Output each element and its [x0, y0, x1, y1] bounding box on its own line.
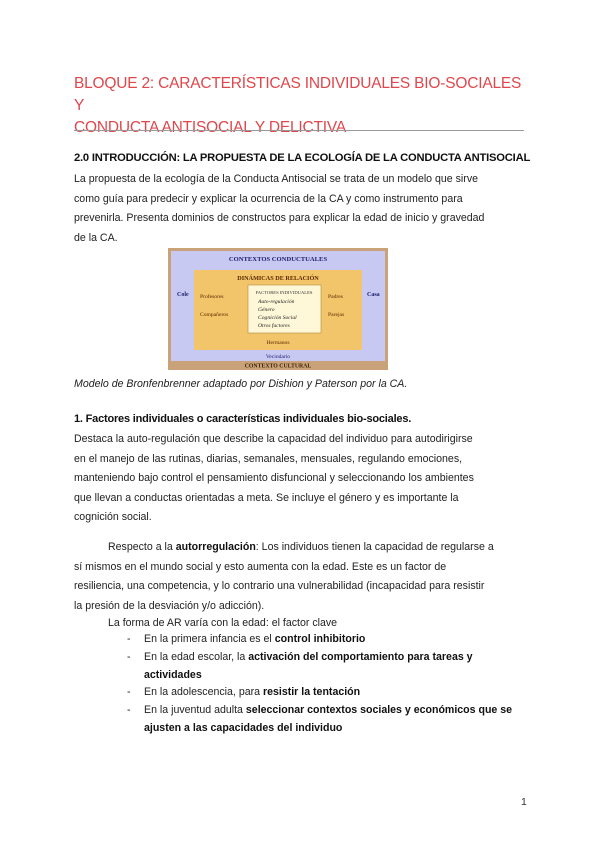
factores-individuales-label: FACTORES INDIVIDUALES	[255, 290, 313, 295]
list-item-text: En la juventud adulta	[144, 704, 246, 717]
paragraph-line: Destaca la auto-regulación que describe la capacidad del individuo para autodirigirse	[74, 433, 473, 445]
age-factor-list	[74, 631, 534, 738]
section-heading-factores-individuales: 1. Factores individuales o características individuales bio-sociales.	[74, 413, 412, 425]
figure-caption: Modelo de Bronfenbrenner adaptado por Dishion y Paterson por la CA.	[74, 378, 408, 390]
paragraph-autorregulacion	[74, 538, 494, 634]
list-item-bold: control inhibitorio	[274, 633, 366, 645]
paragraph-line: de la CA.	[74, 231, 118, 244]
list-item-bold-continued: actividades	[144, 668, 202, 681]
bronfenbrenner-figure	[168, 248, 388, 370]
title-divider	[74, 130, 524, 131]
list-item-text: En la adolescencia, para	[144, 686, 263, 699]
title-line-1: BLOQUE 2: CARACTERÍSTICAS INDIVIDUALES BIO-SOCIALES Y	[74, 75, 522, 114]
cole-label: Cole	[177, 292, 189, 298]
list-item	[74, 649, 534, 685]
core-item-otros-factores: Otros factores	[258, 323, 290, 329]
list-item-bold: resistir la tentación	[262, 686, 361, 699]
paragraph-line-lead: La forma de AR varía con la edad: el factor clave	[108, 617, 338, 629]
list-item-text: En la primera infancia es el	[144, 633, 275, 645]
paragraph-line: que llevan a conductas orientadas a meta. Se incluye el género y es importante la	[74, 491, 459, 504]
companeros-label: Compañeros	[200, 312, 229, 318]
paragraph-line: sí mismos en el mundo social y esto aumenta con la edad. Este es un factor de	[74, 560, 447, 573]
paragraph-introduccion	[74, 170, 484, 248]
list-item	[74, 631, 534, 649]
paragraph-line: en el manejo de las rutinas, diarias, semanales, mensuales, regulando emociones,	[74, 452, 463, 465]
list-dash: -	[127, 704, 131, 717]
paragraph-factores-individuales	[74, 430, 474, 528]
padres-label: Padres	[328, 294, 343, 300]
contexto-cultural-label: CONTEXTO CULTURAL	[244, 363, 312, 370]
paragraph-line: como guía para predecir y explicar la ocurrencia de la CA y como instrumento para	[74, 192, 463, 205]
page-number: 1	[521, 796, 527, 808]
section-heading-introduccion: 2.0 INTRODUCCIÓN: LA PROPUESTA DE LA ECOLOGÍA DE LA CONDUCTA ANTISOCIAL	[74, 152, 531, 164]
list-dash: -	[127, 650, 131, 663]
paragraph-line: resiliencia, una competencia, y lo contrario una vulnerabilidad (incapacidad para resistir	[74, 580, 485, 592]
paragraph-line: prevenirla. Presenta dominios de constructos para explicar la edad de inicio y gravedad	[74, 212, 485, 224]
list-item-text: En la edad escolar, la	[144, 650, 249, 663]
vecindario-label: Vecindario	[265, 354, 291, 360]
list-item	[74, 684, 534, 702]
paragraph-line: manteniendo bajo control el pensamiento disfuncional y seleccionando los ambientes	[74, 472, 474, 484]
list-item-bold: activación del comportamiento para tareas y	[248, 650, 473, 663]
contextos-conductuales-label: CONTEXTOS CONDUCTUALES	[228, 256, 328, 263]
intro-text: Respecto a la	[108, 541, 176, 553]
autorregulacion-term: autorregulación	[175, 541, 256, 553]
core-item-genero: Género	[258, 307, 275, 313]
list-dash: -	[127, 686, 131, 699]
list-dash: -	[127, 633, 131, 645]
core-item-auto-regulacion: Auto-regulación	[258, 299, 295, 305]
paragraph-line: La propuesta de la ecología de la Conducta Antisocial se trata de un modelo que sirve	[74, 173, 479, 185]
intro-text-continued: : Los individuos tienen la capacidad de regularse a	[255, 541, 494, 553]
paragraph-line: cognición social.	[74, 511, 152, 523]
paragraph-line	[74, 538, 494, 558]
list-item	[74, 702, 534, 738]
paragraph-line: la presión de la desviación y/o adicción).	[74, 599, 265, 612]
list-item-bold: seleccionar contextos sociales y económicos que se	[245, 704, 513, 717]
core-item-cognicion-social: Cognición Social	[258, 315, 297, 321]
list-item-bold-continued: ajusten a las capacidades del individuo	[144, 721, 343, 734]
hermanos-label: Hermanos	[266, 340, 290, 346]
parejas-label: Parejas	[328, 312, 345, 318]
profesores-label: Profesores	[200, 294, 224, 300]
title-line-2: CONDUCTA ANTISOCIAL Y DELICTIVA	[74, 119, 347, 136]
casa-label: Casa	[367, 292, 380, 298]
dinamicas-relacion-label: DINÁMICAS DE RELACIÓN	[237, 275, 319, 282]
